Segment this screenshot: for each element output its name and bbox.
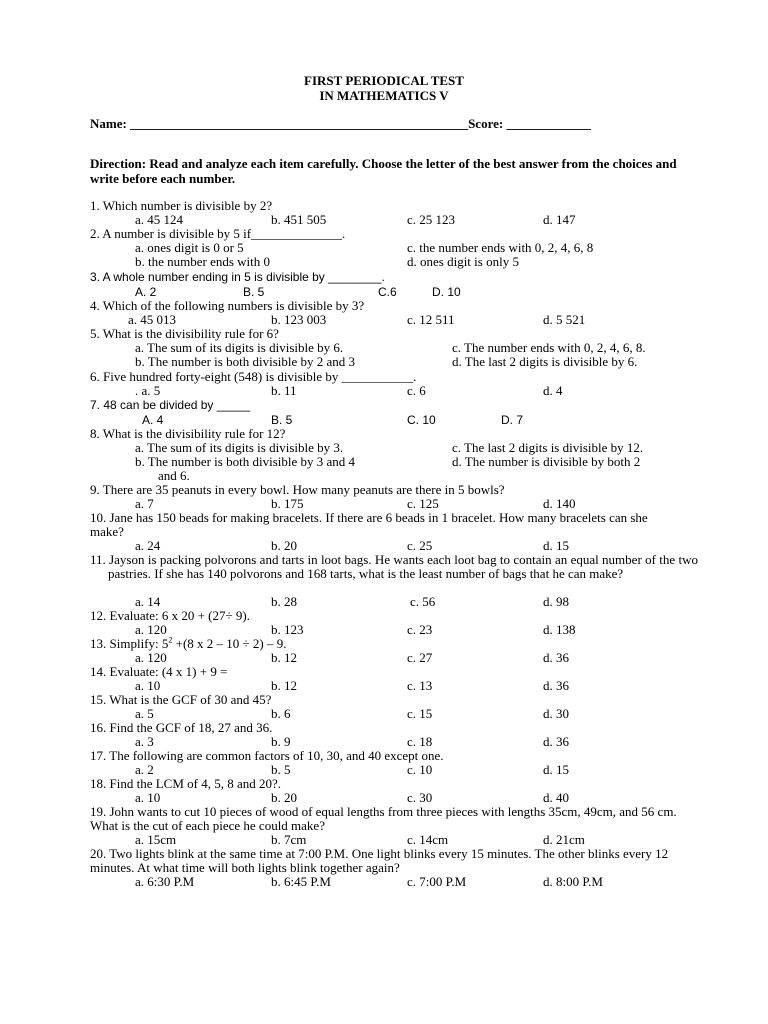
choice: b. 6 xyxy=(271,706,291,721)
choice: c. 6 xyxy=(407,383,426,398)
choice: c. 18 xyxy=(407,734,433,749)
choice: d. The last 2 digits is divisible by 6. xyxy=(452,354,638,369)
choices-12 xyxy=(0,623,768,637)
question-4: 4. Which of the following numbers is divisible by 3? xyxy=(90,298,365,313)
choices-8b xyxy=(0,455,768,469)
choice: B. 5 xyxy=(271,413,293,427)
choices-16 xyxy=(0,735,768,749)
choice: d. ones digit is only 5 xyxy=(407,254,519,269)
choice: b. 7cm xyxy=(271,832,307,847)
choice: d. 21cm xyxy=(543,832,585,847)
title-line-2: IN MATHEMATICS V xyxy=(319,88,449,103)
choice: a. ones digit is 0 or 5 xyxy=(135,240,244,255)
choice: D. 7 xyxy=(501,413,524,427)
choice: d. 40 xyxy=(543,790,569,805)
choice: c. 12 511 xyxy=(407,312,455,327)
choice: a. 5 xyxy=(135,706,154,721)
choice: a. 10 xyxy=(135,790,161,805)
choices-5a xyxy=(0,341,768,355)
choices-10 xyxy=(0,539,768,553)
choices-3 xyxy=(0,285,768,299)
choice: a. 45 013 xyxy=(128,312,177,327)
choices-8a xyxy=(0,441,768,455)
choice: d. 140 xyxy=(543,496,576,511)
score-blank: _____________ xyxy=(506,116,591,131)
choices-2a xyxy=(0,241,768,255)
choice: c. 25 xyxy=(407,538,433,553)
question-2: 2. A number is divisible by 5 if______________. xyxy=(90,226,346,241)
question-7: 7. 48 can be divided by _____ xyxy=(90,398,251,412)
choices-7 xyxy=(0,413,768,427)
choice: b. 11 xyxy=(271,383,297,398)
choice: d. 36 xyxy=(543,734,569,749)
choice: A. 2 xyxy=(135,285,157,299)
choice: d. 5 521 xyxy=(543,312,586,327)
name-label: Name: xyxy=(90,116,127,131)
choice: a. 15cm xyxy=(135,832,177,847)
choices-8c xyxy=(0,469,768,483)
choice: a. 45 124 xyxy=(135,212,184,227)
choice: c. 23 xyxy=(407,622,433,637)
choice: c. 14cm xyxy=(407,832,449,847)
choice: C. 10 xyxy=(407,413,436,427)
choice: d. The number is divisible by both 2 xyxy=(452,454,641,469)
choice: c. 13 xyxy=(407,678,433,693)
choices-19 xyxy=(0,833,768,847)
question-13-pre: 13. Simplify: 5 xyxy=(90,636,169,651)
choice: a. 2 xyxy=(135,762,154,777)
choice: a. 6:30 P.M xyxy=(135,874,195,889)
choice: b. 28 xyxy=(271,594,297,609)
question-8: 8. What is the divisibility rule for 12? xyxy=(90,426,286,441)
choices-20 xyxy=(0,875,768,889)
choices-2b xyxy=(0,255,768,269)
choices-5b xyxy=(0,355,768,369)
choice: a. 120 xyxy=(135,650,167,665)
choice: b. 12 xyxy=(271,650,297,665)
direction-text: Direction: Read and analyze each item carefully. Choose the letter of the best answer from the choices and write before each number. xyxy=(90,156,677,186)
choice: c. The last 2 digits is divisible by 12. xyxy=(452,440,644,455)
choice: d. 4 xyxy=(543,383,563,398)
choice: c. the number ends with 0, 2, 4, 6, 8 xyxy=(407,240,594,255)
choice: d. 8:00 P.M xyxy=(543,874,603,889)
name-blank: ____________________________________________________ xyxy=(130,116,469,131)
question-15: 15. What is the GCF of 30 and 45? xyxy=(90,692,272,707)
choice: b. 9 xyxy=(271,734,291,749)
choice: b. 12 xyxy=(271,678,297,693)
choice: c. The number ends with 0, 2, 4, 6, 8. xyxy=(452,340,646,355)
choices-13 xyxy=(0,651,768,665)
choice: d. 138 xyxy=(543,622,576,637)
choices-15 xyxy=(0,707,768,721)
choice: c. 27 xyxy=(407,650,433,665)
question-18: 18. Find the LCM of 4, 5, 8 and 20?. xyxy=(90,776,282,791)
question-16: 16. Find the GCF of 18, 27 and 36. xyxy=(90,720,273,735)
choice-continuation: and 6. xyxy=(158,468,190,483)
choice: A. 4 xyxy=(142,413,164,427)
question-9: 9. There are 35 peanuts in every bowl. How many peanuts are there in 5 bowls? xyxy=(90,482,505,497)
choices-9 xyxy=(0,497,768,511)
question-5: 5. What is the divisibility rule for 6? xyxy=(90,326,279,341)
choice: a. 14 xyxy=(135,594,161,609)
choice: D. 10 xyxy=(432,285,461,299)
choice: a. 7 xyxy=(135,496,154,511)
question-12: 12. Evaluate: 6 x 20 + (27÷ 9). xyxy=(90,608,250,623)
choices-18 xyxy=(0,791,768,805)
choice: d. 36 xyxy=(543,650,569,665)
choice: a. 24 xyxy=(135,538,161,553)
choices-11 xyxy=(0,595,768,609)
choice: c. 25 123 xyxy=(407,212,456,227)
choices-17 xyxy=(0,763,768,777)
choice: a. The sum of its digits is divisible by 3. xyxy=(135,440,344,455)
choice: d. 147 xyxy=(543,212,576,227)
choice: B. 5 xyxy=(243,285,265,299)
choice: c. 56 xyxy=(410,594,436,609)
question-13 xyxy=(90,637,287,651)
title-line-1: FIRST PERIODICAL TEST xyxy=(304,73,464,88)
choice: b. 20 xyxy=(271,790,297,805)
choice: d. 36 xyxy=(543,678,569,693)
choices-1 xyxy=(0,213,768,227)
question-11: 11. Jayson is packing polvorons and tarts in loot bags. He wants each loot bag to contain an equal number of the two pastries. If she has 140 polvorons and 168 tarts, what is the least number of bags that he can make? xyxy=(90,552,698,581)
question-13-post: +(8 x 2 – 10 ÷ 2) – 9. xyxy=(172,636,287,651)
choice: c. 30 xyxy=(407,790,433,805)
choice: a. 3 xyxy=(135,734,154,749)
question-20: 20. Two lights blink at the same time at 7:00 P.M. One light blinks every 15 minutes. The other blinks every 12 minutes. At what time will both lights blink together again? xyxy=(90,846,669,875)
question-14: 14. Evaluate: (4 x 1) + 9 = xyxy=(90,664,228,679)
choice: b. 175 xyxy=(271,496,304,511)
choice: d. 30 xyxy=(543,706,569,721)
question-1: 1. Which number is divisible by 2? xyxy=(90,198,273,213)
choices-14 xyxy=(0,679,768,693)
question-6: 6. Five hundred forty-eight (548) is divisible by ___________. xyxy=(90,369,417,384)
choice: c. 7:00 P.M xyxy=(407,874,467,889)
choice: b. The number is both divisible by 2 and 3 xyxy=(135,354,356,369)
choice: a. The sum of its digits is divisible by 6. xyxy=(135,340,344,355)
choice: d. 15 xyxy=(543,762,569,777)
choice: b. the number ends with 0 xyxy=(135,254,271,269)
choice: b. The number is both divisible by 3 and 4 xyxy=(135,454,356,469)
choice: d. 98 xyxy=(543,594,569,609)
choice: a. 120 xyxy=(135,622,167,637)
choice: b. 123 003 xyxy=(271,312,327,327)
score-label: Score: xyxy=(468,116,504,131)
choice: b. 6:45 P.M xyxy=(271,874,331,889)
choice: b. 5 xyxy=(271,762,291,777)
choice: . a. 5 xyxy=(135,383,161,398)
choices-6 xyxy=(0,384,768,398)
choice: d. 15 xyxy=(543,538,569,553)
choice: a. 10 xyxy=(135,678,161,693)
exponent: 2 xyxy=(168,635,173,645)
question-10: 10. Jane has 150 beads for making bracelets. If there are 6 beads in 1 bracelet. How many bracelets can she make? xyxy=(90,510,648,539)
choice: c. 10 xyxy=(407,762,433,777)
name-score-line xyxy=(90,116,591,132)
question-19: 19. John wants to cut 10 pieces of wood of equal lengths from three pieces with lengths 35cm, 49cm, and 56 cm. What is the cut of each piece he could make? xyxy=(90,804,677,833)
choice: c. 15 xyxy=(407,706,433,721)
choice: b. 123 xyxy=(271,622,304,637)
choice: c. 125 xyxy=(407,496,439,511)
question-3: 3. A whole number ending in 5 is divisible by ________. xyxy=(90,270,385,284)
question-17: 17. The following are common factors of 10, 30, and 40 except one. xyxy=(90,748,444,763)
choice: C.6 xyxy=(378,285,397,299)
choice: b. 451 505 xyxy=(271,212,327,227)
choices-4 xyxy=(0,313,768,327)
choice: b. 20 xyxy=(271,538,297,553)
